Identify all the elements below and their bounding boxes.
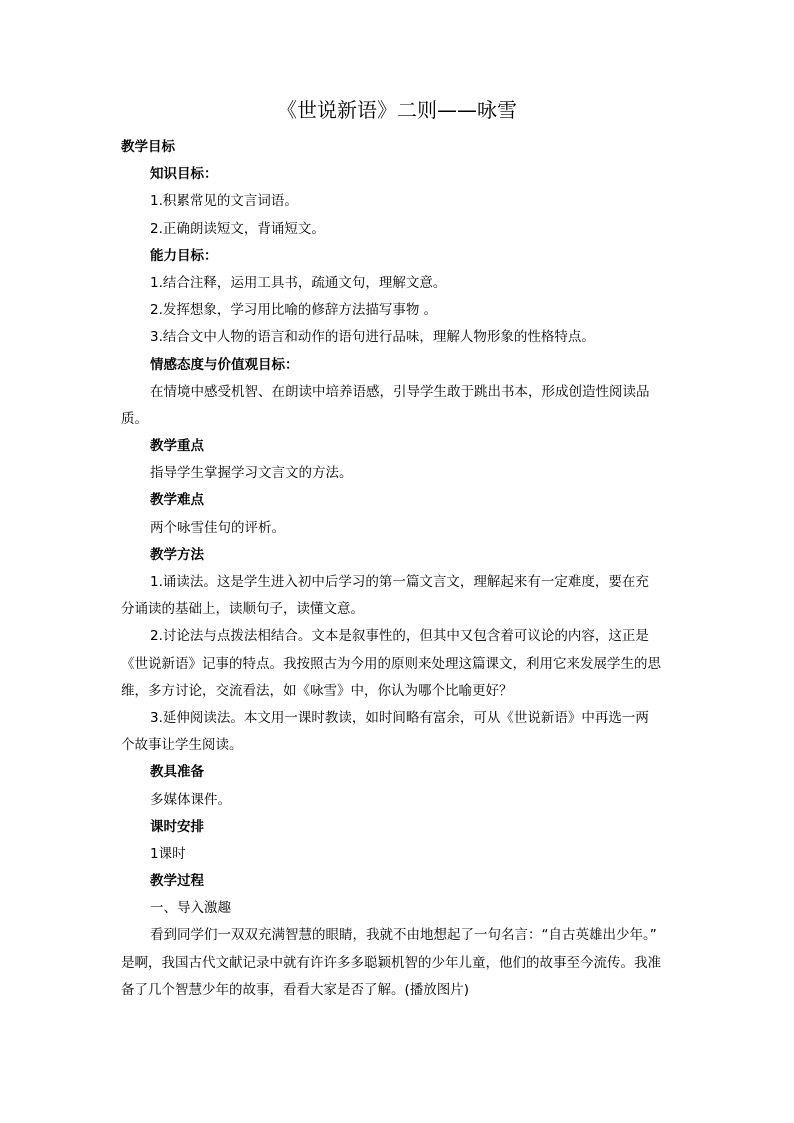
body-line: 2.发挥想象，学习用比喻的修辞方法描写事物 。 [150,302,438,319]
section-heading: 教学过程 [150,873,204,890]
body-line: 1.积累常见的文言词语。 [150,193,298,210]
section-heading: 教学难点 [150,492,204,509]
section-heading: 教具准备 [150,764,204,781]
body-line: 指导学生掌握学习文言文的方法。 [150,465,353,482]
section-heading: 教学重点 [150,438,204,455]
section-heading: 知识目标： [150,166,218,183]
body-line: 2.讨论法与点拨法相结合。文本是叙事性的，但其中又包含着可议论的内容，这正是 [150,628,649,645]
body-line: 质。 [121,410,148,427]
document-title: 《世说新语》二则——咏雪 [277,98,517,122]
section-heading: 教学目标 [121,139,175,155]
body-line: 1.诵读法。这是学生进入初中后学习的第一篇文言文，理解起来有一定难度，要在充 [150,574,649,590]
document-body [121,134,681,1004]
body-line: 3.延伸阅读法。本文用一课时教读，如时间略有富余，可从《世说新语》中再选一两 [150,709,649,726]
section-heading: 教学方法 [150,546,204,563]
body-line: 3.结合文中人物的语言和动作的语句进行品味，理解人物形象的性格特点。 [150,329,595,346]
body-line: 1.结合注释，运用工具书，疏通文句，理解文意。 [150,274,447,291]
body-line: 两个咏雪佳句的评析。 [150,519,285,536]
body-line: 多媒体课件。 [150,791,231,808]
body-line: 个故事让学生阅读。 [121,737,243,754]
section-heading: 情感态度与价值观目标： [150,356,299,373]
body-line: 分诵读的基础上，读顺句子，读懂文意。 [121,601,364,618]
section-heading: 课时安排 [150,818,204,835]
body-line: 是啊，我国古代文献记录中就有许许多多聪颖机智的少年儿童，他们的故事至今流传。我准 [121,954,661,971]
body-line: 维，多方讨论，交流看法，如《咏雪》中，你认为哪个比喻更好？ [121,682,513,699]
body-line: 在情境中感受机智、在朗读中培养语感，引导学生敢于跳出书本，形成创造性阅读品 [150,383,650,400]
section-heading: 能力目标： [150,247,218,264]
body-line: 1课时 [150,845,186,862]
body-line: 备了几个智慧少年的故事，看看大家是否了解。(播放图片) [121,981,470,998]
body-line: 《世说新语》记事的特点。我按照古为今用的原则来处理这篇课文，利用它来发展学生的思 [121,655,661,672]
body-line: 看到同学们一双双充满智慧的眼睛，我就不由地想起了一句名言：“自古英雄出少年。” [150,927,657,944]
body-line: 2.正确朗读短文，背诵短文。 [150,220,325,237]
body-line: 一、导入激趣 [150,900,231,917]
